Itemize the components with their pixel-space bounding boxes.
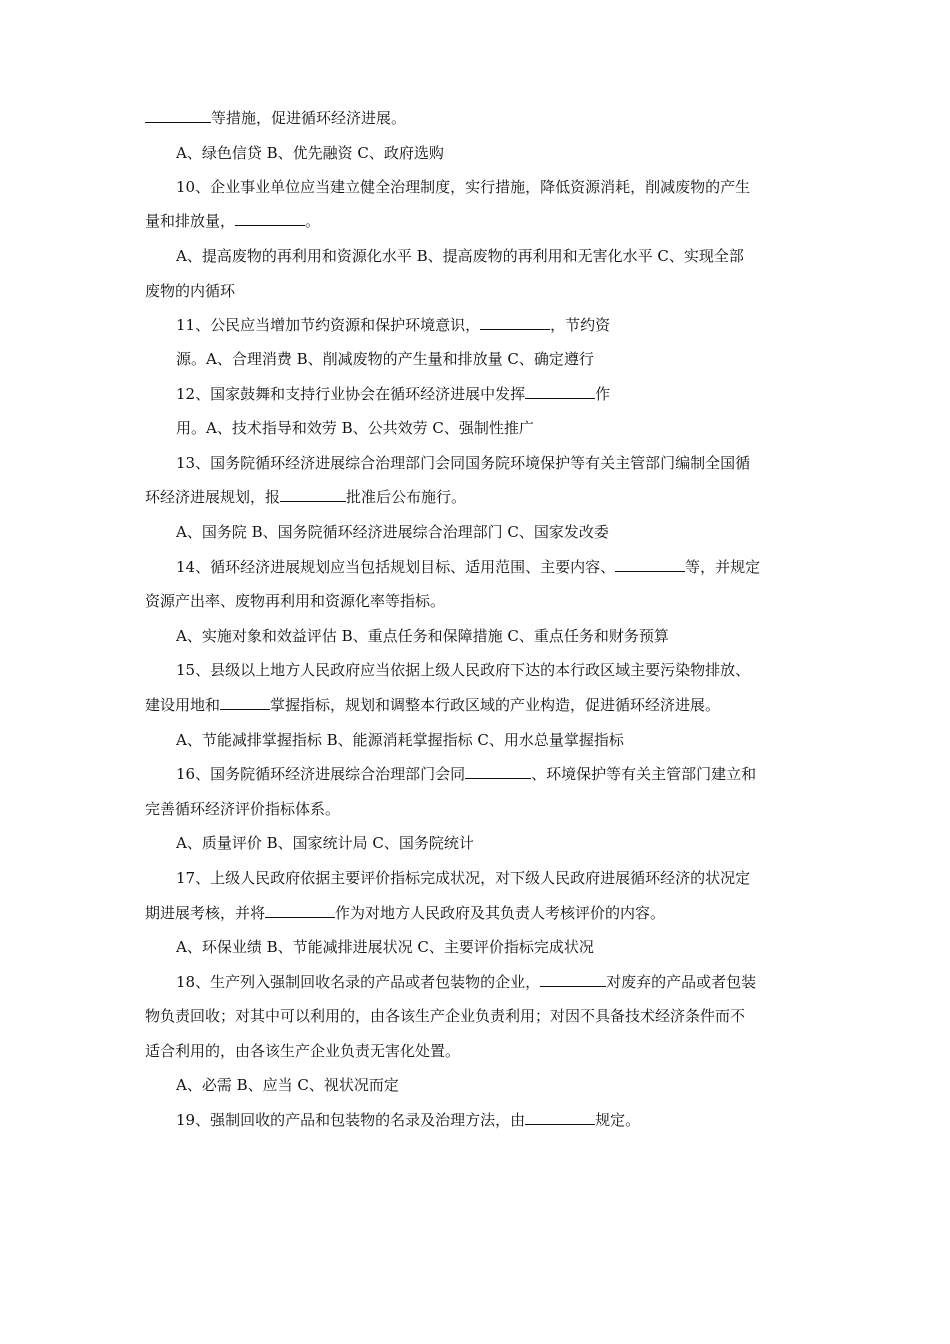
line-text: 批准后公布施行。 [346, 488, 467, 506]
line-text: 15、县级以上地方人民政府应当依据上级人民政府下达的本行政区域主要污染物排放、 [176, 661, 751, 679]
question-15 [176, 660, 750, 680]
line-text: 量和排放量， [145, 212, 236, 230]
line-text: 作为对地方人民政府及其负责人考核评价的内容。 [335, 904, 666, 922]
question-10 [176, 177, 750, 197]
answer-blank [480, 315, 550, 330]
line-text: 18、生产列入强制回收名录的产品或者包装物的企业， [176, 973, 541, 991]
text-line [145, 903, 665, 923]
line-text: 环经济进展规划，报 [145, 488, 281, 506]
question-17 [176, 868, 750, 888]
line-text: 10、企业事业单位应当建立健全治理制度，实行措施，降低资源消耗，削减废物的产生 [176, 178, 751, 196]
options-line [176, 833, 474, 853]
answer-blank [220, 695, 270, 710]
line-text: A、节能减排掌握指标 B、能源消耗掌握指标 C、用水总量掌握指标 [176, 731, 624, 749]
answer-blank [145, 108, 211, 123]
answer-blank [280, 487, 346, 502]
line-text: A、提高废物的再利用和资源化水平 B、提高废物的再利用和无害化水平 C、实现全部 [176, 247, 744, 265]
line-text: A、质量评价 B、国家统计局 C、国务院统计 [176, 834, 474, 852]
line-text: 物负责回收；对其中可以利用的，由各该生产企业负责利用；对因不具备技术经济条件而不 [145, 1007, 746, 1025]
line-text: A、必需 B、应当 C、视状况而定 [176, 1076, 399, 1094]
text-line [145, 211, 320, 231]
line-text: 等，并规定 [685, 558, 761, 576]
text-line [145, 108, 406, 128]
text-line [145, 1006, 745, 1026]
options-line [176, 730, 624, 750]
question-18 [176, 972, 756, 992]
line-text: 17、上级人民政府依据主要评价指标完成状况，对下级人民政府进展循环经济的状况定 [176, 869, 751, 887]
line-text: 11、公民应当增加节约资源和保护环境意识， [176, 316, 481, 334]
line-text: 资源产出率、废物再利用和资源化率等指标。 [145, 592, 446, 610]
text-line [145, 695, 720, 715]
question-14 [176, 557, 760, 577]
answer-blank [265, 903, 335, 918]
line-text: 12、国家鼓舞和支持行业协会在循环经济进展中发挥 [176, 385, 526, 403]
line-text: 规定。 [595, 1111, 641, 1129]
line-text: 、环境保护等有关主管部门建立和 [531, 765, 757, 783]
line-text: 19、强制回收的产品和包装物的名录及治理方法，由 [176, 1111, 526, 1129]
line-text: 用。A、技术指导和效劳 B、公共效劳 C、强制性推广 [176, 419, 534, 437]
line-text: 建设用地和 [145, 696, 221, 714]
line-text: A、国务院 B、国务院循环经济进展综合治理部门 C、国家发改委 [176, 523, 609, 541]
answer-blank [525, 384, 595, 399]
line-text: A、实施对象和效益评估 B、重点任务和保障措施 C、重点任务和财务预算 [176, 627, 669, 645]
line-text: 完善循环经济评价指标体系。 [145, 800, 341, 818]
text-line [145, 799, 340, 819]
options-line [176, 349, 594, 369]
line-text: 作 [595, 385, 611, 403]
answer-blank [525, 1110, 595, 1125]
text-line [145, 281, 235, 301]
question-11 [176, 315, 610, 335]
line-text: 等措施，促进循环经济进展。 [211, 109, 407, 127]
line-text: A、环保业绩 B、节能减排进展状况 C、主要评价指标完成状况 [176, 938, 594, 956]
question-12 [176, 384, 610, 404]
options-line [176, 626, 669, 646]
line-text: A、绿色信贷 B、优先融资 C、政府选购 [176, 144, 444, 162]
answer-blank [615, 557, 685, 572]
line-text: 。 [305, 212, 321, 230]
answer-blank [235, 211, 305, 226]
line-text: 对废弃的产品或者包装 [606, 973, 757, 991]
line-text: ，节约资 [550, 316, 611, 334]
options-line [176, 143, 444, 163]
line-text: 废物的内循环 [145, 282, 236, 300]
answer-blank [465, 764, 531, 779]
line-text: 13、国务院循环经济进展综合治理部门会同国务院环境保护等有关主管部门编制全国循 [176, 454, 751, 472]
line-text: 期进展考核，并将 [145, 904, 266, 922]
line-text: 14、循环经济进展规划应当包括规划目标、适用范围、主要内容、 [176, 558, 616, 576]
question-13 [176, 453, 750, 473]
text-line [145, 1041, 460, 1061]
options-line [176, 246, 744, 266]
answer-blank [540, 972, 606, 987]
options-line [176, 937, 594, 957]
options-line [176, 418, 534, 438]
line-text: 掌握指标，规划和调整本行政区域的产业构造，促进循环经济进展。 [270, 696, 721, 714]
text-line [145, 591, 445, 611]
options-line [176, 522, 609, 542]
question-16 [176, 764, 756, 784]
question-19 [176, 1110, 640, 1130]
text-line [145, 487, 466, 507]
options-line [176, 1075, 399, 1095]
line-text: 16、国务院循环经济进展综合治理部门会同 [176, 765, 466, 783]
line-text: 源。A、合理消费 B、削减废物的产生量和排放量 C、确定遵行 [176, 350, 594, 368]
line-text: 适合利用的，由各该生产企业负责无害化处置。 [145, 1042, 461, 1060]
